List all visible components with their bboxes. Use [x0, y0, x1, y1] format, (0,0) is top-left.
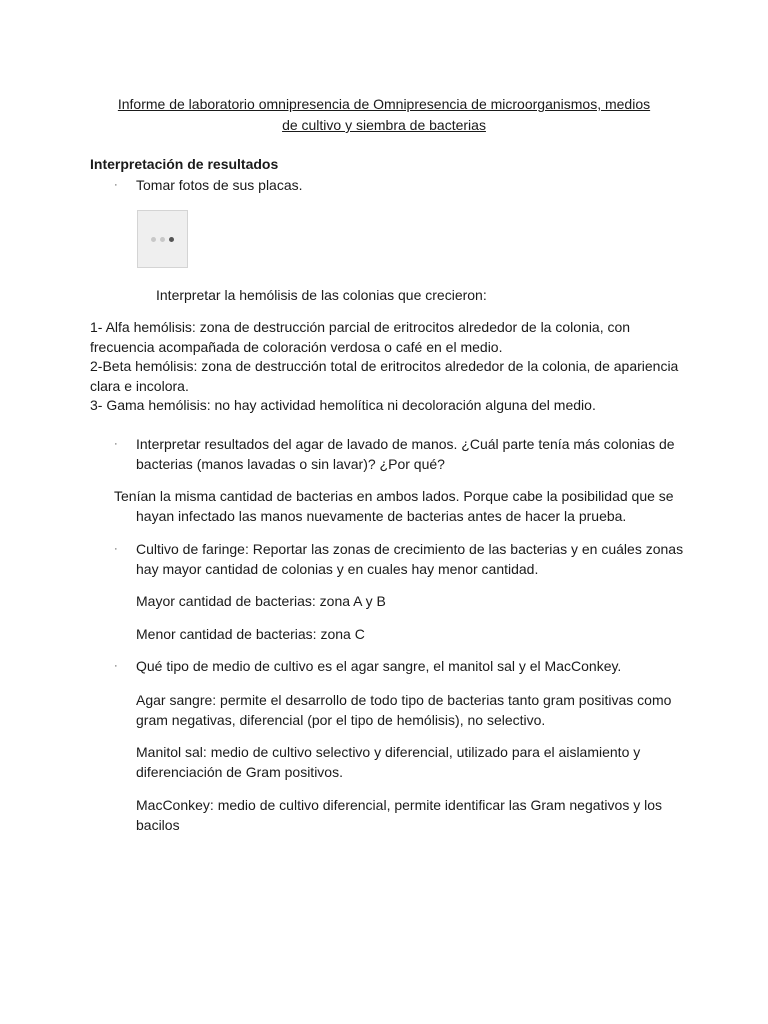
bullet-glyph: · [114, 179, 118, 191]
agar-line: Agar sangre: permite el desarrollo de todo tipo de bacterias tanto gram positivas como [136, 692, 672, 708]
bullet-text [136, 540, 696, 579]
hemolisis-line: 3- Gama hemólisis: no hay actividad hemolítica ni decoloración alguna del medio. [90, 397, 596, 413]
loading-dot-icon [160, 237, 165, 242]
loading-dot-icon [151, 237, 156, 242]
title-line-1: Informe de laboratorio omnipresencia de Omnipresencia de microorganismos, medios [117, 96, 651, 112]
bullet-glyph: · [114, 438, 118, 450]
bullet-line: hay mayor cantidad de colonias y en cuales hay menor cantidad. [136, 560, 539, 577]
macconkey-line: bacilos [136, 816, 180, 833]
macconkey-text [136, 796, 662, 835]
hemolisis-list [90, 318, 678, 416]
hemolisis-line: frecuencia acompañada de coloración verdosa o café en el medio. [90, 338, 503, 355]
answer-line: hayan infectado las manos nuevamente de bacterias antes de hacer la prueba. [136, 507, 627, 524]
bullet-text [136, 435, 696, 474]
image-loading-placeholder [137, 210, 188, 268]
agar-line: gram negativas, diferencial (por el tipo de hemólisis), no selectivo. [136, 711, 546, 728]
macconkey-line: MacConkey: medio de cultivo diferencial, permite identificar las Gram negativos y los [136, 797, 663, 813]
bullet-line: Cultivo de faringe: Reportar las zonas de crecimiento de las bacterias y en cuáles zonas [136, 541, 684, 557]
bullet-glyph: · [114, 543, 118, 555]
loading-dot-icon [169, 237, 174, 242]
bullet-line: bacterias (manos lavadas o sin lavar)? ¿Por qué? [136, 455, 445, 472]
bullet-glyph: · [114, 660, 118, 672]
answer-line: Tenían la misma cantidad de bacterias en ambos lados. Porque cabe la posibilidad que se [114, 488, 674, 504]
handwash-answer [114, 487, 674, 526]
section-heading: Interpretación de resultados [90, 156, 279, 172]
title-line-2: de cultivo y siembra de bacterias [282, 117, 486, 133]
document-title [80, 94, 688, 136]
hemolisis-line: 2-Beta hemólisis: zona de destrucción total de eritrocitos alrededor de la colonia, de apariencia [90, 358, 679, 374]
menor-cantidad-text: Menor cantidad de bacterias: zona C [136, 626, 365, 642]
hemolisis-line: clara e incolora. [90, 377, 189, 394]
bullet-text: Tomar fotos de sus placas. [136, 177, 303, 193]
hemolisis-line: 1- Alfa hemólisis: zona de destrucción parcial de eritrocitos alrededor de la colonia, con [90, 319, 631, 335]
bullet-line: Interpretar resultados del agar de lavado de manos. ¿Cuál parte tenía más colonias de [136, 436, 675, 452]
manitol-line: diferenciación de Gram positivos. [136, 763, 343, 780]
manitol-sal-text [136, 743, 640, 782]
bullet-text: Qué tipo de medio de cultivo es el agar sangre, el manitol sal y el MacConkey. [136, 658, 622, 674]
agar-sangre-text [136, 691, 671, 730]
hemolisis-intro: Interpretar la hemólisis de las colonias que crecieron: [156, 287, 487, 303]
manitol-line: Manitol sal: medio de cultivo selectivo y diferencial, utilizado para el aislamiento y [136, 744, 641, 760]
mayor-cantidad-text: Mayor cantidad de bacterias: zona A y B [136, 593, 386, 609]
